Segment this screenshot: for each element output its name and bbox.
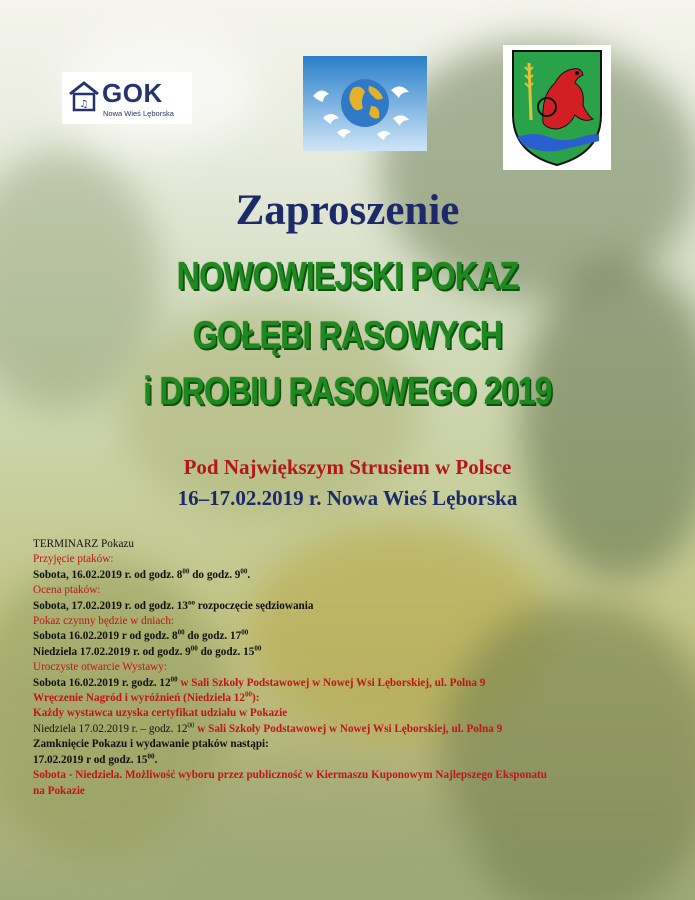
- event-title-line-3: i DROBIU RASOWEGO 2019: [143, 370, 552, 413]
- ceremony-time: Sobota 16.02.2019 r. godz. $12^{00}$ w Sali Szkoły Podstawowej w Nowej Wsi Lęborskiej, ul. Polna 9: [33, 674, 486, 689]
- acceptance-label: Przyjęcie ptaków:: [33, 553, 114, 566]
- event-subtitle: Pod Największym Strusiem w Polsce: [183, 455, 512, 479]
- event-title-line-1: NOWOWIEJSKI POKAZ: [176, 255, 519, 298]
- closing-time: 17.02.2019 r od godz. $15^{00}$.: [33, 751, 158, 766]
- gok-subtitle: Nowa Wieś Lęborska: [103, 109, 174, 118]
- closing-label: Zamknięcie Pokazu i wydawanie ptaków nastąpi:: [33, 738, 269, 751]
- svg-text:♫: ♫: [79, 99, 89, 110]
- judging-label: Ocena ptaków:: [33, 584, 101, 597]
- voting-note-line-1: Sobota - Niedziela. Możliwość wyboru przez publiczność w Kiermaszu Kuponowym Najlepszego Eksponatu: [33, 769, 547, 782]
- acceptance-time: Sobota, 16.02.2019 r. od godz. $8^{00}$ do godz. $9^{00}$.: [33, 567, 251, 581]
- open-days-label: Pokaz czynny będzie w dniach:: [33, 615, 175, 628]
- invitation-title: Zaproszenie: [235, 187, 460, 234]
- schedule-heading: TERMINARZ Pokazu: [33, 538, 134, 550]
- globe-doves-logo: [303, 56, 427, 151]
- gok-name: GOK: [102, 78, 163, 108]
- ceremony-label: Uroczyste otwarcie Wystawy:: [33, 661, 167, 674]
- open-sunday: Niedziela 17.02.2019 r. od godz. $9^{00}$ do godz. $15^{00}$: [33, 644, 262, 658]
- awards-label: Wręczenie Nagród i wyróżnień (Niedziela $12^{00}$):: [33, 690, 260, 705]
- certificate-note: Każdy wystawca uzyska certyfikat udziału w Pokazie: [33, 707, 288, 720]
- coat-of-arms-logo: [503, 45, 611, 170]
- gok-logo: [62, 72, 192, 124]
- judging-time: Sobota, 17.02.2019 r. od godz. $13^{oo}$ rozpoczęcie sędziowania: [33, 597, 314, 612]
- awards-time: Niedziela 17.02.2019 r. – godz. $12^{00}$ w Sali Szkoły Podstawowej w Nowej Wsi Lęborskiej, ul. Polna 9: [33, 721, 503, 735]
- house-icon: [68, 80, 100, 114]
- open-saturday: Sobota 16.02.2019 r od godz. $8^{00}$ do godz. $17^{00}$: [33, 628, 249, 643]
- schedule: [33, 537, 673, 799]
- event-dates-place: 16–17.02.2019 r. Nowa Wieś Lęborska: [177, 486, 518, 510]
- voting-note-line-2: na Pokazie: [33, 784, 85, 797]
- event-title-line-2: GOŁĘBI RASOWYCH: [192, 314, 503, 357]
